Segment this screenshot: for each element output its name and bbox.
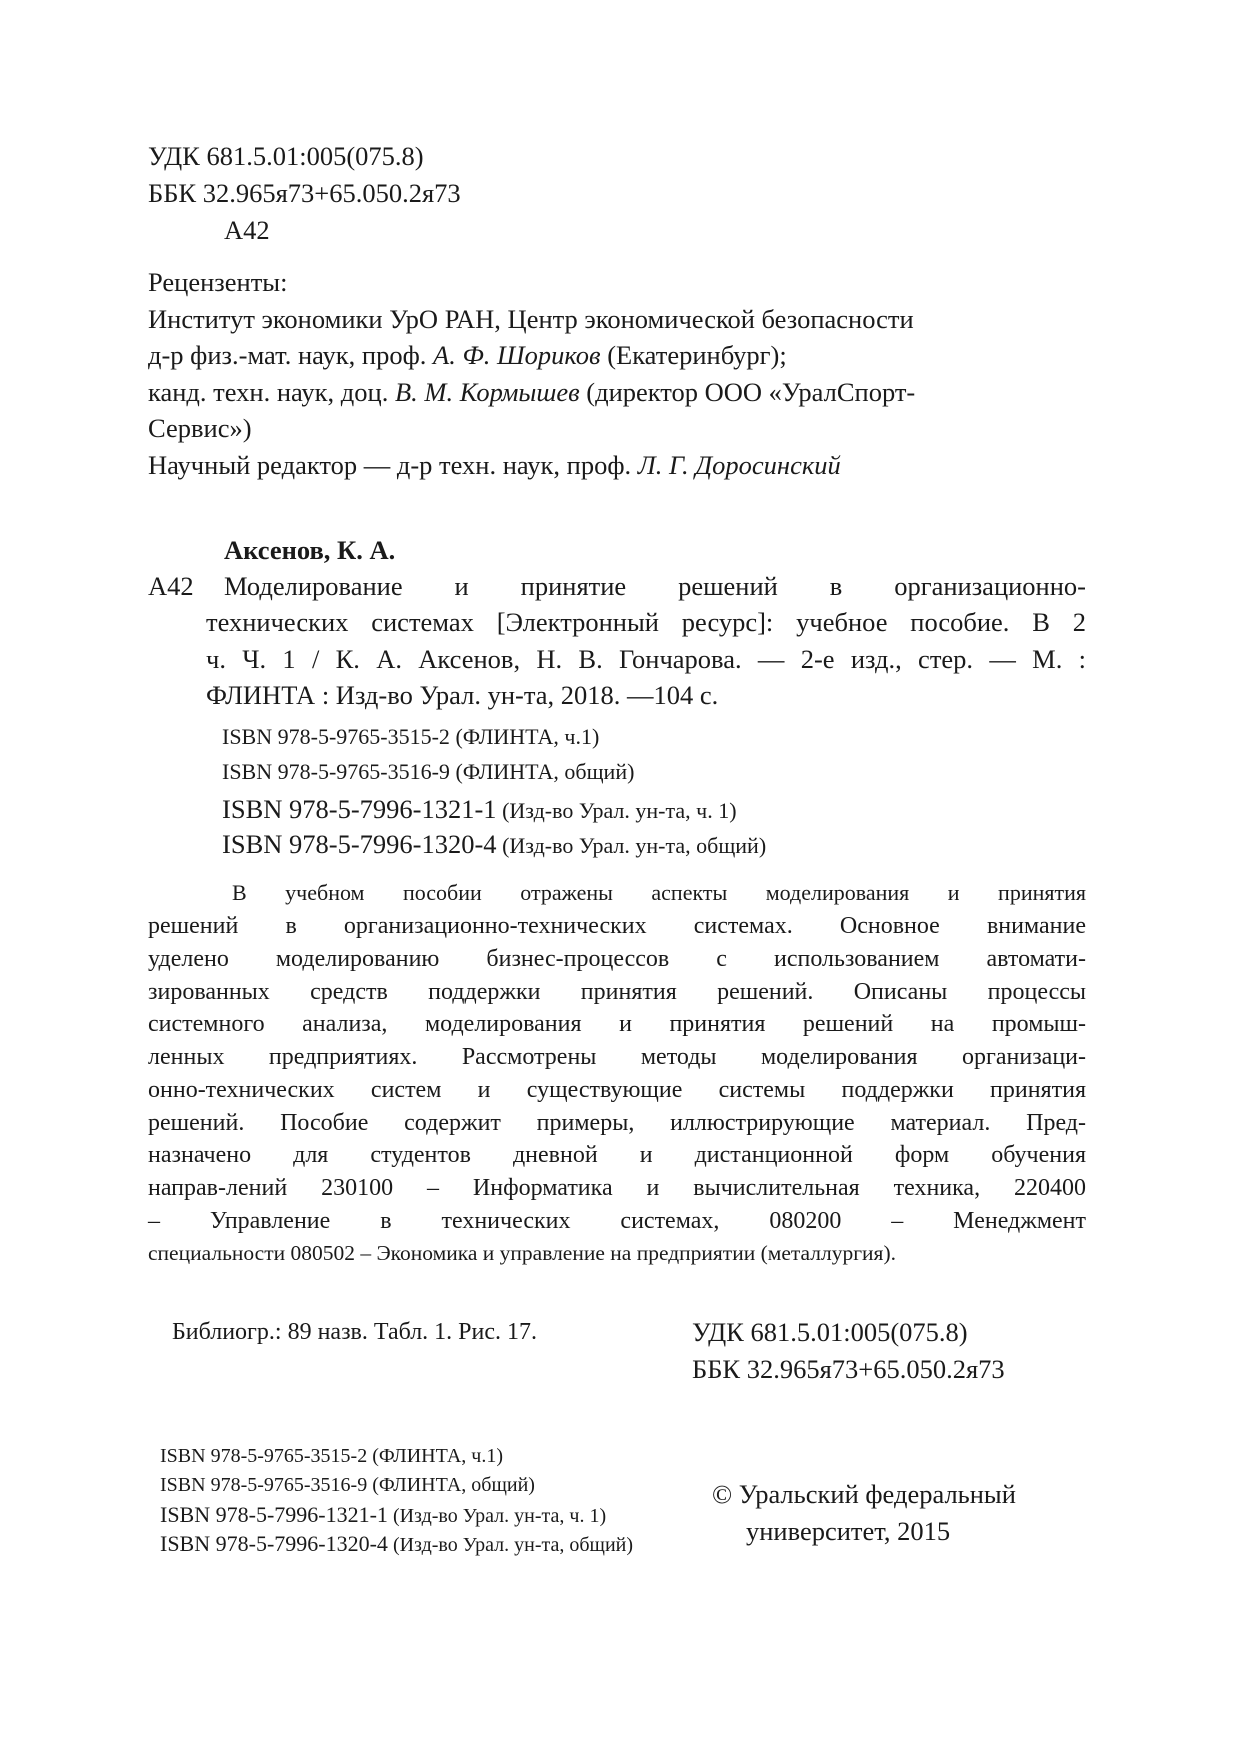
isbn-main-1-publisher: (ФЛИНТА, ч.1)	[455, 724, 600, 749]
bbk-code-bottom: ББК 32.965я73+65.050.2я73	[692, 1354, 1005, 1384]
book-author: Аксенов, К. А.	[224, 535, 396, 565]
isbn-bottom-3	[160, 1504, 606, 1526]
isbn-bottom-1-publisher: (ФЛИНТА, ч.1)	[372, 1445, 504, 1467]
isbn-main-2-number: ISBN 978-5-9765-3516-9	[222, 759, 450, 784]
isbn-main-3-number: ISBN 978-5-7996-1321-1	[222, 794, 497, 824]
bib-line-1: Моделирование и принятие решений в организационно-	[224, 571, 1086, 601]
isbn-main-1	[222, 726, 599, 748]
isbn-bottom-4-publisher: (Изд-во Урал. ун-та, общий)	[392, 1534, 634, 1556]
abstract-line-12: специальности 080502 – Экономика и управление на предприятии (металлургия).	[148, 1241, 896, 1265]
isbn-bottom-2-number: ISBN 978-5-9765-3516-9	[160, 1474, 368, 1496]
abstract-line-9: назначено для студентов дневной и дистанционной форм обучения	[148, 1142, 1086, 1168]
isbn-bottom-2-publisher: (ФЛИНТА, общий)	[372, 1474, 535, 1496]
abstract-line-5: системного анализа, моделирования и принятия решений на промыш-	[148, 1011, 1086, 1037]
isbn-bottom-2	[160, 1475, 535, 1495]
bibliography-stats: Библиогр.: 89 назв. Табл. 1. Рис. 17.	[172, 1319, 538, 1345]
abstract-line-3: уделено моделированию бизнес-процессов с использованием автомати-	[148, 946, 1086, 972]
isbn-main-2	[222, 761, 634, 783]
reviewer-1-name: А. Ф. Шориков	[433, 340, 601, 370]
copyright-line-2: университет, 2015	[746, 1516, 951, 1546]
reviewer-2	[148, 379, 915, 406]
scientific-editor-name: Л. Г. Доросинский	[637, 450, 841, 480]
reviewers-heading: Рецензенты:	[148, 267, 288, 297]
isbn-bottom-4-number: ISBN 978-5-7996-1320-4	[160, 1531, 388, 1556]
udk-code: УДК 681.5.01:005(075.8)	[148, 141, 424, 171]
bib-line-2: технических системах [Электронный ресурс]: учебное пособие. В 2	[206, 607, 1086, 637]
isbn-bottom-1	[160, 1446, 503, 1466]
copyright-line-1: © Уральский федеральный	[712, 1479, 1016, 1509]
isbn-main-2-publisher: (ФЛИНТА, общий)	[455, 759, 635, 784]
scientific-editor-title: Научный редактор — д-р техн. наук, проф.	[148, 450, 632, 480]
isbn-main-4-number: ISBN 978-5-7996-1320-4	[222, 829, 497, 859]
bib-line-4: ФЛИНТА : Изд-во Урал. ун-та, 2018. —104 с.	[206, 680, 719, 710]
author-sign-code: А42	[224, 215, 270, 245]
bbk-code: ББК 32.965я73+65.050.2я73	[148, 178, 461, 208]
isbn-bottom-3-number: ISBN 978-5-7996-1321-1	[160, 1502, 388, 1527]
reviewer-2-position: (директор ООО «УралСпорт-	[586, 377, 916, 407]
abstract-line-8: решений. Пособие содержит примеры, иллюстрирующие материал. Пред-	[148, 1110, 1086, 1136]
bib-line-3: ч. Ч. 1 / К. А. Аксенов, Н. В. Гончарова. — 2-е изд., стер. — М. :	[206, 644, 1086, 674]
abstract-line-7: онно-технических систем и существующие системы поддержки принятия	[148, 1077, 1086, 1103]
reviewer-2-title: канд. техн. наук, доц.	[148, 377, 389, 407]
abstract-line-10: направ-лений 230100 – Информатика и вычислительная техника, 220400	[148, 1175, 1086, 1201]
reviewers-institute: Институт экономики УрО РАН, Центр экономической безопасности	[148, 304, 914, 334]
isbn-main-3	[222, 796, 737, 823]
scientific-editor	[148, 452, 841, 479]
abstract-line-4: зированных средств поддержки принятия решений. Описаны процессы	[148, 979, 1086, 1005]
reviewer-2-position-cont: Сервис»)	[148, 413, 252, 443]
isbn-main-3-publisher: (Изд-во Урал. ун-та, ч. 1)	[502, 798, 737, 823]
isbn-main-4	[222, 831, 766, 858]
reviewer-1-title: д-р физ.-мат. наук, проф.	[148, 340, 427, 370]
reviewer-2-name: В. М. Кормышев	[394, 377, 580, 407]
isbn-main-1-number: ISBN 978-5-9765-3515-2	[222, 724, 450, 749]
bib-code: А42	[148, 571, 194, 601]
isbn-main-4-publisher: (Изд-во Урал. ун-та, общий)	[502, 833, 767, 858]
reviewer-1	[148, 342, 787, 369]
isbn-bottom-3-publisher: (Изд-во Урал. ун-та, ч. 1)	[392, 1505, 607, 1527]
abstract-line-6: ленных предприятиях. Рассмотрены методы моделирования организаци-	[148, 1044, 1086, 1070]
isbn-bottom-1-number: ISBN 978-5-9765-3515-2	[160, 1445, 368, 1467]
abstract-line-1: В учебном пособии отражены аспекты моделирования и принятия	[232, 880, 1086, 905]
abstract-line-11: – Управление в технических системах, 080200 – Менеджмент	[148, 1208, 1086, 1234]
isbn-bottom-4	[160, 1533, 633, 1555]
reviewer-1-location: (Екатеринбург);	[607, 340, 787, 370]
udk-code-bottom: УДК 681.5.01:005(075.8)	[692, 1317, 968, 1347]
abstract-line-2: решений в организационно-технических системах. Основное внимание	[148, 913, 1086, 939]
